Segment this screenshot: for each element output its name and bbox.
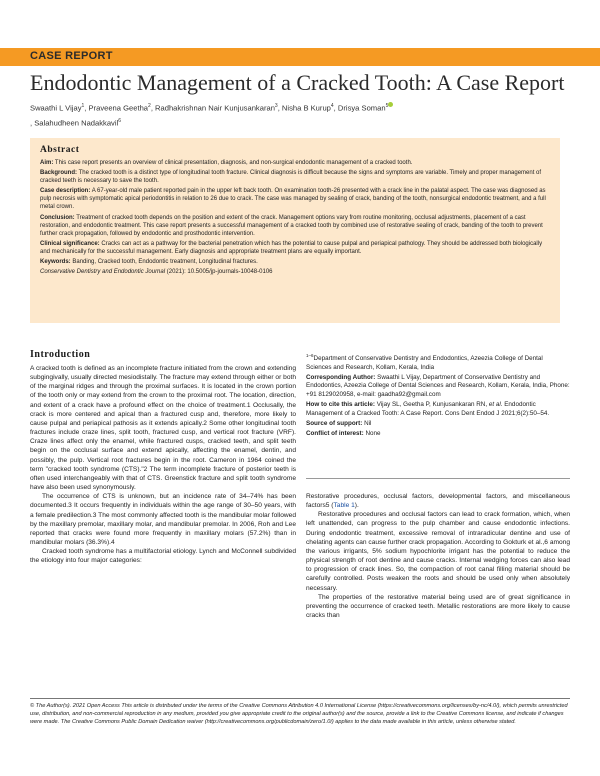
abstract-background: Background: The cracked tooth is a distinct type of longitudinal tooth fracture. Clinical diagnosis is difficult because the signs and symptoms are variable. Timely and proper management of cracked teeth is necessary to save the tooth.: [40, 170, 542, 185]
intro-paragraph: A cracked tooth is defined as an incomplete fracture initiated from the crown and extending subgingivally, usually directed mesiodistally. The fracture may extend through either or both of the marginal ridges and through the proximal surfaces. It is located in the crown portion of the tooth only or may extend from the crown to the proximal root. The location, direction, and extent of a crack have a profound effect on the choice of treatment.1 Occlusally, the crack is more centered and apical than a fractured cusp and, therefore, more likely to cause pulpal and periapical pathosis as it extends apically.2 Some other longitudinal tooth fractures include craze lines, split tooth, fractured cusp, and vertical root fracture (VRF). Craze lines affect only the enamel, while fractured cusps, cracked teeth, and split teeth begin on the occlusal surface and extend apically, affecting the enamel, dentin, and possibly, the pulp. Vertical root fractures begin in the root. Cameron in 1964 coined the term "cracked tooth syndrome (CTS)."2 The term incomplete fracture of posterior teeth is often used interchangeably with that of CTS. Greenstick fracture and split tooth syndrome have also been used synonymously.: [30, 365, 296, 492]
right-column: [306, 492, 570, 620]
intro-paragraph: Restorative procedures and occlusal factors can lead to crack formation, which, when left unattended, can progress to the pulp chamber and cause endodontic infections. During endodontic treatment, excessive removal of intraradicular dentine and use of chelating agents can cause further crack propagation. According to Gokturk et al.,6 among the various irrigants, 5% sodium hypochlorite irrigant has the potential to reduce the physical strength of root dentine and cause cracks. Internal wedging forces can also lead to progression of crack lines. So, the compaction of root canal filling material should be carefully controlled. Posts weaken the roots and should be used only when absolutely necessary.: [306, 511, 570, 592]
license-footer: © The Author(s). 2021 Open Access This article is distributed under the terms of the Creative Commons Attribution 4.0 International License (https://creativecommons.org/licenses/by-nc/4.0/), which permits unrestricted use, distribution, and non-commercial reproduction in any medium, provided you give appropriate credit to the original author(s) and the source, provide a link to the Creative Commons license, and indicate if changes were made. The Creative Commons Public Domain Dedication waiver (http://creativecommons.org/publicdomain/zero/1.0/) applies to the data made available in this article, unless otherwise stated.: [30, 703, 568, 726]
table-link[interactable]: Table 1: [333, 502, 355, 510]
footer-divider: [30, 698, 570, 699]
article-info-box: [306, 352, 570, 440]
source-of-support: Source of support: Nil: [306, 419, 372, 427]
intro-paragraph: Cracked tooth syndrome has a multifactorial etiology. Lynch and McConnell subdivided the etiology into four major categories:: [30, 548, 296, 565]
abstract-aim: Aim: This case report presents an overview of clinical presentation, diagnosis, and non-surgical endodontic management of a cracked tooth.: [40, 160, 413, 166]
abstract-heading: Abstract: [40, 145, 80, 155]
conflict-of-interest: Conflict of interest: None: [306, 429, 381, 437]
author-list: Swaathi L Vijay$^1$, Praveena Geetha$^2$, Radhakrishnan Nair Kunjusankaran$^3$, Nisha B Kurup$^4$, Drisya Soman$^5$ , Salahudheen Nadakkavil$^6$: [30, 100, 530, 129]
abstract-conclusion: Conclusion: Treatment of cracked tooth depends on the position and extent of the crack. Management options vary from routine monitoring, occlusal adjustments, placement of a cast restoration, and endodontic treatment. This case report presents a successful management of a cracked tooth by combined use of restorative sealing of crack, banding of the tooth to prevent further crack propagation, followed by endodontic and prosthodontic intervention.: [40, 214, 543, 237]
corresponding-author: Corresponding Author: Swaathi L Vijay, Department of Conservative Dentistry and Endodontics, Azeezia College of Dental Sciences and Research, Kollam, Kerala, India, Phone: +91 8129020958, e-mail: gaadha92@gmail.com: [306, 373, 570, 398]
info-divider: [306, 478, 570, 479]
author-name: Swaathi L Vijay: [30, 103, 82, 113]
abstract-case: Case description: A 67-year-old male patient reported pain in the upper left back tooth. On examination tooth-26 presented with a crack line in the palatal aspect. The case was diagnosed as pulp necrosis with symptomatic apical periodontitis in relation to 26 due to crack. The case was managed by sealing of crack, banding of the tooth, nonsurgical endodontic treatment, and a full metal crown.: [40, 188, 546, 211]
author-name: , Radhakrishnan Nair Kunjusankaran: [150, 103, 275, 113]
affiliation: $^{1-6}$Department of Conservative Dentistry and Endodontics, Azeezia College of Dental Sciences and Research, Kollam, Kerala, India: [306, 353, 543, 371]
article-type-label: CASE REPORT: [30, 50, 113, 62]
author-name: , Praveena Geetha: [84, 103, 149, 113]
abstract-citation: Conservative Dentistry and Endodontic Journal (2021): 10.5005/jp-journals-10048-0106: [40, 269, 273, 276]
abstract-keywords: Keywords: Banding, Cracked tooth, Endodontic treatment, Longitudinal fractures.: [40, 259, 258, 266]
author-name: , Salahudheen Nadakkavil: [30, 118, 119, 128]
intro-paragraph: The occurrence of CTS is unknown, but an incidence rate of 34–74% has been documented.3 It occurs frequently in individuals within the age range of 30–50 years, with a female predilection.3 The most commonly affected tooth is the mandibular molar followed by the maxillary premolar, maxillary molar, and mandibular premolar. In 2006, Roh and Lee reported that cracks were found more frequently in maxillary molars (57.2%) than in mandibular molars (36.3%).4: [30, 493, 296, 546]
orcid-icon[interactable]: [388, 102, 393, 107]
intro-paragraph: The properties of the restorative material being used are of great significance in preventing the occurrence of cracked teeth. Metallic restorations are more likely to cause cracks than: [306, 593, 570, 620]
author-name: , Drisya Soman: [333, 103, 386, 113]
introduction-heading: Introduction: [30, 349, 91, 360]
how-to-cite: How to cite this article: Vijay SL, Geetha P, Kunjusankaran RN, et al. Endodontic Management of a Cracked Tooth: A Case Report. Cons Dent Endod J 2021;6(2):50–54.: [306, 401, 550, 417]
left-column: [30, 364, 296, 565]
abstract-significance: Clinical significance: Cracks can act as a pathway for the bacterial penetration which has the potential to cause pulpal and periapical pathology. They should be addressed both biologically and mechanically for the successful management. Early diagnosis and appropriate treatment plans are equally important.: [40, 240, 543, 255]
author-name: , Nisha B Kurup: [277, 103, 331, 113]
abstract-box: [30, 138, 560, 323]
article-type-banner: [0, 48, 600, 66]
article-title: Endodontic Management of a Cracked Tooth: A Case Report: [30, 70, 565, 95]
intro-paragraph: Restorative procedures, occlusal factors, developmental factors, and miscellaneous factors5 (Table 1).: [306, 493, 570, 510]
